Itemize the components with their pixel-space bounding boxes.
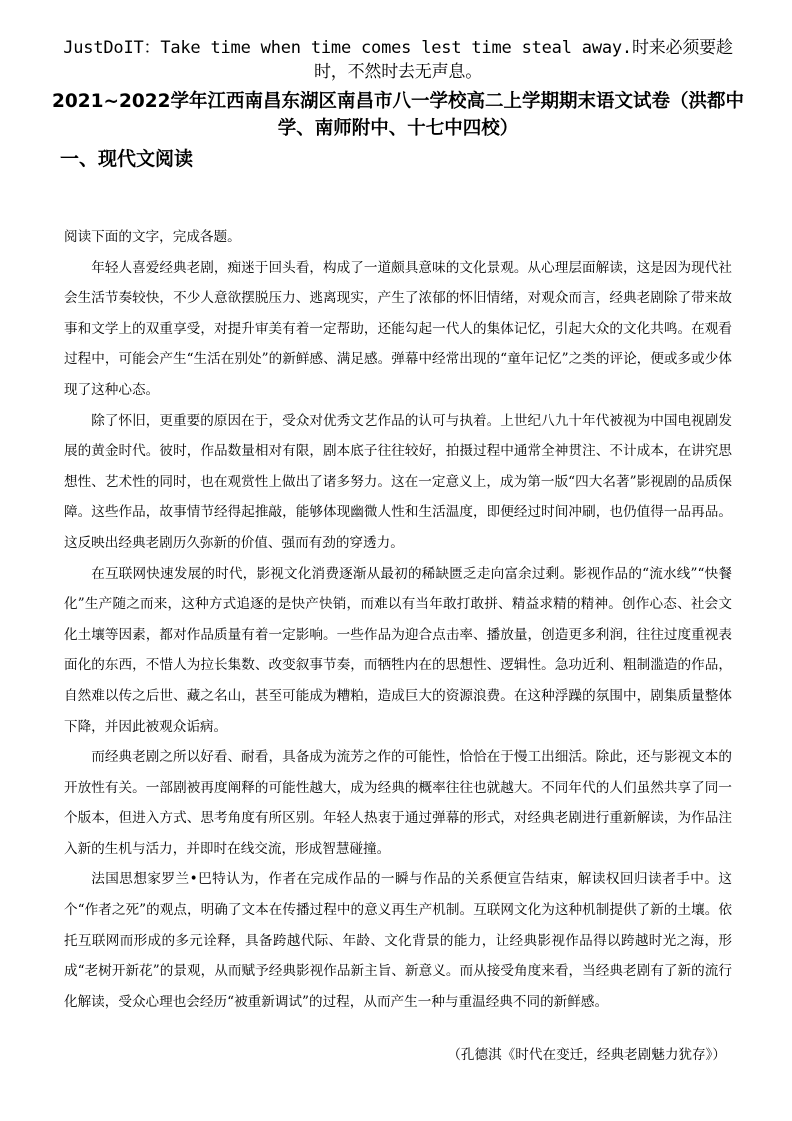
passage-paragraph-5: 法国思想家罗兰•巴特认为，作者在完成作品的一瞬与作品的关系便宣告结束，解读权回归读者手中。这个“作者之死”的观点，明确了文本在传播过程中的意义再生产机制。互联网文化为这种机制提供了新的土壤。依托互联网而形成的多元诠释，具备跨越代际、年龄、文化背景的能力，让经典影视作品得以跨越时光之海，形成“老树开新花”的景观，从而赋予经典影视作品新主旨、新意义。而从接受角度来看，当经典老剧有了新的流行化解读，受众心理也会经历“被重新调试”的过程，从而产生一种与重温经典不同的新鲜感。 bbox=[64, 871, 732, 1010]
exam-title: 2021~2022学年江西南昌东湖区南昌市八一学校高二上学期期末语文试卷（洪都中学、南师附中、十七中四校） bbox=[52, 91, 744, 139]
passage-instruction: 阅读下面的文字，完成各题。 bbox=[64, 229, 241, 245]
passage-paragraph-1: 年轻人喜爱经典老剧，痴迷于回头看，构成了一道颇具意味的文化景观。从心理层面解读，这是因为现代社会生活节奏较快，不少人意欲摆脱压力、逃离现实，产生了浓郁的怀旧情绪，对观众而言，经典老剧除了带来故事和文学上的双重享受，对提升审美有着一定帮助，还能勾起一代人的集体记忆，引起大众的文化共鸣。在观看过程中，可能会产生“生活在别处”的新鲜感、满足感。弹幕中经常出现的“童年记忆”之类的评论，便或多或少体现了这种心态。 bbox=[64, 259, 732, 398]
passage-paragraph-4: 而经典老剧之所以好看、耐看，具备成为流芳之作的可能性，恰恰在于慢工出细活。除此，还与影视文本的开放性有关。一部剧被再度阐释的可能性越大，成为经典的概率往往也就越大。不同年代的人们虽然共享了同一个版本，但进入方式、思考角度有所区别。年轻人热衷于通过弹幕的形式，对经典老剧进行重新解读，为作品注入新的生机与活力，并即时在线交流，形成智慧碰撞。 bbox=[64, 749, 732, 857]
passage-paragraph-2: 除了怀旧，更重要的原因在于，受众对优秀文艺作品的认可与执着。上世纪八九十年代被视为中国电视剧发展的黄金时代。彼时，作品数量相对有限，剧本底子往往较好，拍摄过程中通常全神贯注、不计成本，在讲究思想性、艺术性的同时，也在观赏性上做出了诸多努力。这在一定意义上，成为第一版“四大名著”影视剧的品质保障。这些作品，故事情节经得起推敲，能够体现幽微人性和生活温度，即便经过时间冲刷，也仍值得一品再品。这反映出经典老剧历久弥新的价值、强而有劲的穿透力。 bbox=[64, 412, 732, 551]
header-motto: JustDoIT：Take time when time comes lest time steal away.时来必须要趁时，不然时去无声息。 bbox=[63, 38, 733, 82]
passage-paragraph-3: 在互联网快速发展的时代，影视文化消费逐渐从最初的稀缺匮乏走向富余过剩。影视作品的“流水线”“快餐化”生产随之而来，这种方式追逐的是快产快销，而难以有当年敢打敢拼、精益求精的精神。创作心态、社会文化土壤等因素，都对作品质量有着一定影响。一些作品为迎合点击率、播放量，创造更多利润，往往过度重视表面化的东西，不惜人为拉长集数、改变叙事节奏，而牺牲内在的思想性、逻辑性。急功近利、粗制滥造的作品，自然难以传之后世、藏之名山，甚至可能成为糟粕，造成巨大的资源浪费。在这种浮躁的氛围中，剧集质量整体下降，并因此被观众诟病。 bbox=[64, 565, 732, 735]
passage-source: （孔德淇《时代在变迁，经典老剧魅力犹存》） bbox=[447, 1047, 726, 1063]
section-heading: 一、现代文阅读 bbox=[60, 148, 194, 170]
reading-passage bbox=[64, 222, 732, 1017]
